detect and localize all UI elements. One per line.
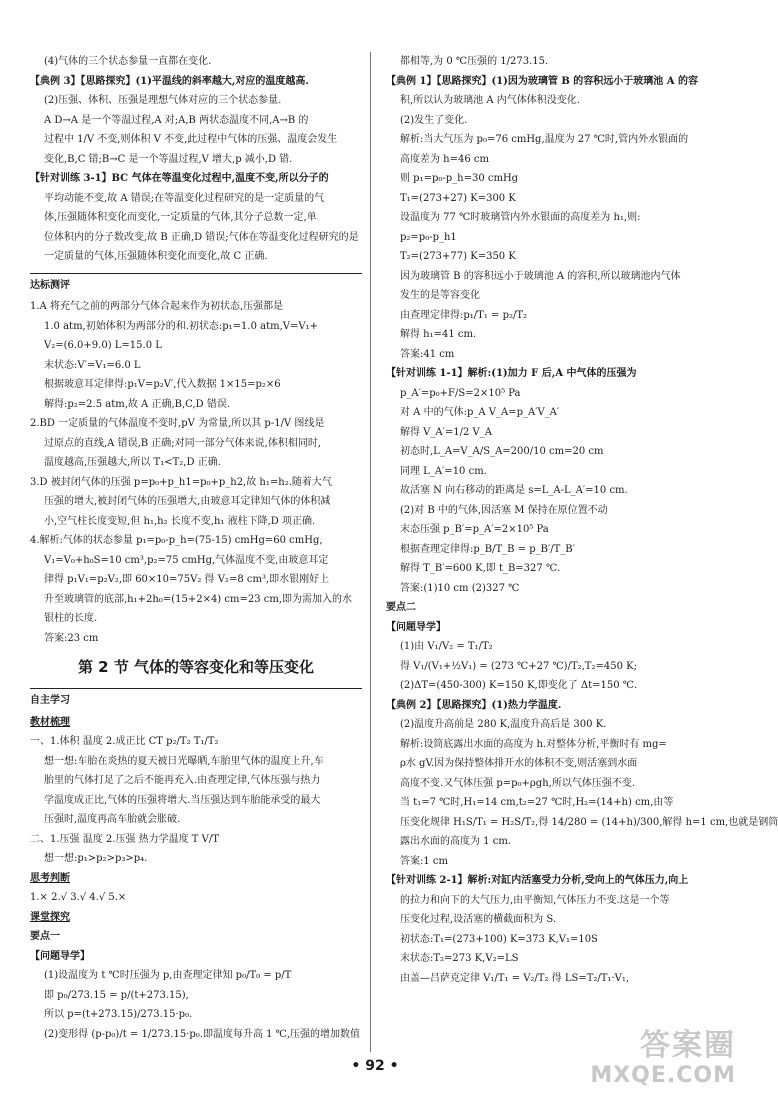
- left-text-line: (1)设温度为 t ℃时压强为 p,由查理定律知 p₀/T₀ = p/T: [44, 970, 292, 981]
- left-text-line: 1.0 atm,初始体积为两部分的和.初状态:p₁=1.0 atm,V=V₁+: [44, 320, 318, 332]
- left-text-line: 【针对训练 3-1】BC 气体在等温变化过程中,温度不变,所以分子的: [30, 173, 329, 184]
- left-text-line: 压强时,温度再高车胎就会胀破.: [44, 814, 181, 825]
- watermark-main: 答案圈: [640, 1028, 736, 1063]
- right-text-line: 要点二: [386, 602, 416, 613]
- left-text-line: 压强的增大,被封闭气体的压强增大,由玻意耳定律知气体的体积减: [44, 496, 331, 507]
- left-text-line: 体,压强随体积变化而变化,一定质量的气体,其分子总数一定,单: [44, 212, 317, 223]
- right-text-line: 解析:当大气压为 p₀=76 cmHg,温度为 27 ℃时,管内外水银面的: [400, 134, 689, 145]
- right-text-line: 【典例 2】【思路探究】(1)热力学温度.: [386, 699, 562, 711]
- right-text-line: 则 p₁=p₀-p_h=30 cmHg: [400, 173, 519, 184]
- right-text-line: 答案:1 cm: [400, 855, 448, 867]
- left-text-line: 二、1.压强 温度 2.压强 热力学温度 T V/T: [30, 833, 219, 845]
- right-text-line: 【问题导学】: [386, 621, 446, 633]
- left-text-line: 末状态:V′=V₁=6.0 L: [44, 359, 141, 371]
- right-text-line: 得 V₁/(V₁+½V₁) = (273 ℃+27 ℃)/T₂,T₂=450 K;: [400, 660, 637, 672]
- right-text-line: 都相等,为 0 ℃压强的 1/273.15.: [400, 56, 549, 67]
- left-text-line: V₁=V₀+h₀S=10 cm³,p₂=75 cmHg,气体温度不变,由玻意耳定: [44, 554, 329, 566]
- right-text-line: 发生的是等容变化: [400, 290, 480, 301]
- right-text-line: p₂=p₀-p_h1: [400, 231, 457, 243]
- right-text-line: 末状态:T₂=273 K,V₂=LS: [400, 953, 519, 964]
- left-text-line: 一、1.体积 温度 2.成正比 CT p₂/T₂ T₁/T₂: [30, 736, 219, 747]
- right-text-line: ρ水 gV.因为保持整体排开水的体积不变,则活塞到水面: [400, 758, 638, 769]
- right-column: [386, 52, 778, 988]
- left-column: [30, 52, 362, 1044]
- left-text-line: 根据玻意耳定律得:p₁V=p₂V′,代入数据 1×15=p₂×6: [44, 379, 281, 390]
- left-text-line: 所以 p=(t+273.15)/273.15·p₀.: [44, 1009, 193, 1020]
- left-text-line: 解得:p₂=2.5 atm,故 A 正确,B,C,D 错误.: [44, 398, 231, 410]
- left-text-line: 1.× 2.√ 3.√ 4.√ 5.×: [30, 892, 127, 903]
- right-text-line: 解得 h₁=41 cm.: [400, 329, 477, 340]
- right-text-line: 高度不变.又气体压强 p=p₀+ρgh,所以气体压强不变.: [400, 777, 636, 789]
- right-text-line: 解得 V_A′=1/2 V_A: [400, 426, 492, 438]
- right-text-line: 的拉力和向下的大气压力,由平衡知,气体压力不变.这是一个等: [400, 894, 670, 906]
- right-text-line: 压变化规律 H₁S/T₁ = H₂S/T₂,得 14/280 = (14+h)/300,解得 h=1 cm,也就是钢筒: [400, 816, 778, 828]
- subheading: 课堂探究: [30, 911, 70, 923]
- right-text-line: 末态压强 p_B′=p_A′=2×10⁵ Pa: [400, 524, 549, 535]
- left-text-line: 律得 p₁V₁=p₂V₂,即 60×10=75V₂ 得 V₂=8 cm³,即水银刚好上: [44, 574, 330, 585]
- page-number: • 92 •: [351, 1058, 399, 1074]
- section-heading: 自主学习: [30, 688, 362, 711]
- right-text-line: 答案:(1)10 cm (2)327 ℃: [400, 582, 520, 594]
- left-text-line: 温度越高,压强越大,所以 T₁<T₂,D 正确.: [44, 457, 221, 468]
- watermark-logo: [590, 1029, 736, 1089]
- left-text-line: (4)气体的三个状态参量一直都在变化.: [44, 56, 212, 67]
- section-title: 第 2 节 气体的等容变化和等压变化: [77, 658, 315, 676]
- left-text-line: 学温度成正比,气体的压强将增大.当压强达到车胎能承受的最大: [44, 794, 321, 806]
- right-text-line: 由查理定律得:p₁/T₁ = p₂/T₂: [400, 309, 528, 321]
- right-text-line: 高度差为 h=46 cm: [400, 153, 489, 165]
- right-text-line: 根据查理定律得:p_B/T_B = p_B′/T_B′: [400, 543, 575, 555]
- right-text-line: 故活塞 N 向右移动的距离是 s=L_A-L_A′=10 cm.: [400, 485, 628, 496]
- column-divider: [370, 52, 371, 1052]
- right-text-line: 同理 L_A′=10 cm.: [400, 465, 487, 477]
- left-text-line: 4.解析:气体的状态参量 p₁=p₀-p_h=(75-15) cmHg=60 cmHg,: [30, 535, 323, 546]
- left-text-line: V₂=(6.0+9.0) L=15.0 L: [44, 340, 162, 351]
- left-text-line: 答案:23 cm: [44, 632, 99, 644]
- right-text-line: 设温度为 77 ℃时玻璃管内外水银面的高度差为 h₁,则:: [400, 212, 641, 223]
- right-text-line: 当 t₁=7 ℃时,H₁=14 cm,t₂=27 ℃时,H₂=(14+h) cm,由等: [400, 797, 674, 808]
- right-text-line: 【典例 1】【思路探究】(1)因为玻璃管 B 的容积远小于玻璃池 A 的容: [386, 75, 698, 87]
- watermark-sub: MXQE.COM: [590, 1063, 736, 1088]
- right-text-line: (2)ΔT=(450-300) K=150 K,即变化了 Δt=150 ℃.: [400, 680, 638, 691]
- right-text-line: 因为玻璃管 B 的容积远小于玻璃池 A 的容积,所以玻璃池内气体: [400, 270, 681, 282]
- left-text-line: 想一想:p₁>p₂>p₃>p₄.: [44, 853, 148, 864]
- right-text-line: 压变化过程,设活塞的横截面积为 S.: [400, 914, 557, 925]
- subheading: 教材梳理: [30, 716, 70, 728]
- left-text-line: (2)变形得 (p-p₀)/t = 1/273.15·p₀.即温度每升高 1 ℃,压强的增加数值: [44, 1028, 361, 1040]
- right-text-line: (2)对 B 中的气体,因活塞 M 保持在原位置不动: [400, 504, 608, 516]
- left-text-line: 变化,B,C 错;B→C 是一个等温过程,V 增大,p 减小,D 错.: [44, 153, 293, 165]
- left-text-line: 【问题导学】: [30, 950, 90, 962]
- right-text-line: 【针对训练 1-1】解析:(1)加力 F 后,A 中气体的压强为: [386, 368, 637, 379]
- left-text-line: 位体积内的分子数改变,故 B 正确,D 错误;气体在等温变化过程研究的是: [44, 231, 359, 243]
- right-text-line: 答案:41 cm: [400, 348, 455, 360]
- right-text-line: 初状态:T₁=(273+100) K=373 K,V₁=10S: [400, 933, 598, 945]
- left-text-line: 3.D 被封闭气体的压强 p=p₀+p_h1=p₀+p_h2,故 h₁=h₂.随着大气: [30, 476, 332, 488]
- left-text-line: 小,空气柱长度变短,但 h₁,h₂ 长度不变,h₁ 液柱下降,D 项正确.: [44, 515, 316, 527]
- left-text-line: 即 p₀/273.15 = p/(t+273.15),: [44, 989, 189, 1001]
- section-heading: 达标测评: [30, 273, 362, 296]
- left-text-line: 1.A 将充气之前的两部分气体合起来作为初状态,压强都是: [30, 301, 284, 312]
- left-text-line: A D→A 是一个等温过程,A 对;A,B 两状态温度不同,A→B 的: [44, 114, 309, 126]
- right-text-line: (1)由 V₁/V₂ = T₁/T₂: [400, 641, 493, 652]
- left-text-line: 银柱的长度.: [44, 613, 98, 624]
- right-text-line: (2)温度升高前是 280 K,温度升高后是 300 K.: [400, 719, 607, 730]
- right-text-line: 由盖—吕萨克定律 V₁/T₁ = V₂/T₂ 得 LS=T₂/T₁·V₁,: [400, 972, 630, 984]
- left-text-line: 胎里的气体打足了之后不能再充入.由查理定律,气体压强与热力: [44, 775, 321, 786]
- right-text-line: p_A′=p₀+F/S=2×10⁵ Pa: [400, 387, 521, 399]
- right-text-line: T₁=(273+27) K=300 K: [400, 192, 516, 204]
- left-text-line: 想一想:车胎在炎热的夏天被日光曝晒,车胎里气体的温度上升,车: [44, 755, 324, 767]
- right-text-line: T₂=(273+77) K=350 K: [400, 251, 516, 262]
- right-text-line: 露出水面的高度为 1 cm.: [400, 836, 511, 847]
- left-text-line: (2)压强、体积、压强是理想气体对应的三个状态参量.: [44, 95, 282, 106]
- right-text-line: 积,所以认为玻璃池 A 内气体体积没变化.: [400, 95, 580, 106]
- right-text-line: 解析:设筒底露出水面的高度为 h.对整体分析,平衡时有 mg=: [400, 738, 667, 750]
- left-text-line: 过原点的直线,A 错误,B 正确;对同一部分气体来说,体积相同时,: [44, 437, 322, 449]
- left-text-line: 要点一: [30, 931, 60, 942]
- right-text-line: 对 A 中的气体:p_A V_A=p_A′V_A′: [400, 407, 560, 418]
- left-text-line: 2.BD 一定质量的气体温度不变时,pV 为常量,所以其 p-1/V 图线是: [30, 418, 325, 429]
- left-text-line: 一定质量的气体,压强随体积变化而变化,故 C 正确.: [44, 251, 268, 262]
- left-text-line: 【典例 3】【思路探究】(1)平温线的斜率越大,对应的温度越高.: [30, 75, 309, 87]
- subheading: 思考判断: [30, 872, 70, 884]
- left-text-line: 过程中 1/V 不变,则体积 V 不变,此过程中气体的压强、温度会发生: [44, 134, 338, 145]
- right-text-line: 【针对训练 2-1】解析:对缸内活塞受力分析,受向上的气体压力,向上: [386, 875, 689, 886]
- left-text-line: 平均动能不变,故 A 错误;在等温变化过程研究的是一定质量的气: [44, 192, 325, 204]
- right-text-line: 解得 T_B′=600 K,即 t_B=327 ℃.: [400, 563, 561, 574]
- right-text-line: 初态时,L_A=V_A/S_A=200/10 cm=20 cm: [400, 446, 604, 457]
- right-text-line: (2)发生了变化.: [400, 114, 468, 126]
- left-text-line: 升至玻璃管的底部,h₁+2h₀=(15+2×4) cm=23 cm,即为需加入的水: [44, 593, 353, 605]
